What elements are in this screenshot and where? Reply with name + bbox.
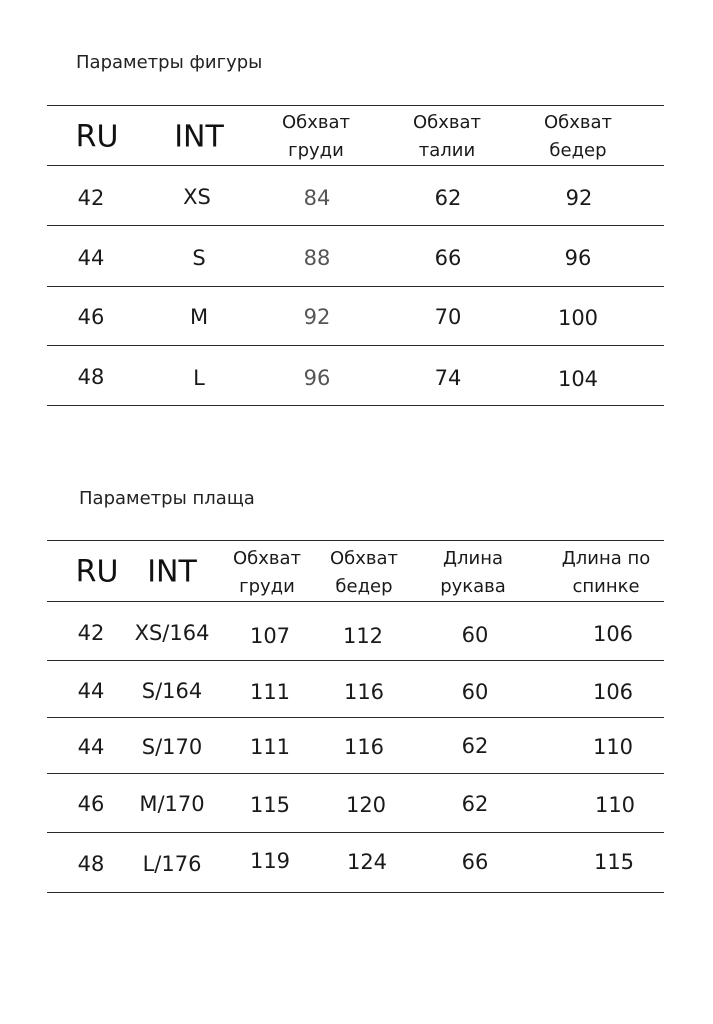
header-hips-line1: Обхват (543, 112, 613, 133)
table-cell: S (192, 246, 206, 270)
header-bust (282, 109, 350, 165)
table-cell: 44 (77, 246, 105, 270)
table-cell: 88 (303, 246, 331, 270)
table-cell: 92 (303, 305, 331, 329)
header-sleeve-line2: рукава (440, 576, 506, 597)
table-cell: 48 (77, 365, 105, 389)
header-bust (233, 545, 301, 601)
table-cell: 60 (461, 680, 489, 704)
header-back-length (562, 545, 651, 601)
table-cell: 110 (594, 793, 636, 817)
divider (47, 345, 664, 346)
header-int: INT (147, 554, 197, 590)
divider (47, 773, 664, 774)
table-cell: L (193, 366, 205, 390)
table-cell: 96 (564, 246, 592, 270)
table-cell: 46 (77, 792, 105, 816)
table-cell: 66 (434, 246, 462, 270)
table-cell: 111 (249, 680, 291, 704)
table-cell: XS/164 (134, 621, 210, 645)
header-waist-line1: Обхват (412, 112, 482, 133)
header-waist (413, 109, 481, 165)
header-back-line1: Длина по (561, 548, 651, 569)
table-cell: 74 (434, 366, 462, 390)
table-cell: 124 (346, 850, 388, 874)
table-cell: 119 (249, 849, 291, 873)
table-cell: 111 (249, 735, 291, 759)
header-hips (330, 545, 398, 601)
divider (47, 225, 664, 226)
table-cell: 106 (592, 622, 634, 646)
table-cell: 115 (249, 793, 291, 817)
table-cell: 42 (77, 621, 105, 645)
table-cell: M/170 (139, 792, 205, 816)
table-cell: 84 (303, 186, 331, 210)
divider (47, 286, 664, 287)
header-back-line2: спинке (572, 576, 640, 597)
table-cell: 110 (592, 735, 634, 759)
table-cell: 116 (343, 735, 385, 759)
table-cell: 42 (77, 186, 105, 210)
header-ru: RU (75, 554, 119, 590)
header-waist-line2: талии (418, 140, 476, 161)
coat-table-title: Параметры плаща (79, 488, 255, 509)
header-hips-line2: бедер (335, 576, 393, 597)
divider (47, 405, 664, 406)
table-cell: S/170 (141, 735, 203, 759)
header-sleeve-line1: Длина (442, 548, 504, 569)
table-cell: 120 (345, 793, 387, 817)
divider (47, 717, 664, 718)
table-cell: 62 (434, 186, 462, 210)
header-bust-line1: Обхват (281, 112, 351, 133)
header-hips-line2: бедер (549, 140, 607, 161)
table-cell: 62 (461, 792, 489, 816)
table-cell: M (189, 305, 209, 329)
header-ru: RU (75, 119, 119, 155)
divider (47, 165, 664, 166)
table-cell: 48 (77, 852, 105, 876)
table-cell: L/176 (142, 852, 202, 876)
table-cell: 106 (592, 680, 634, 704)
table-cell: 44 (77, 679, 105, 703)
header-int: INT (174, 119, 224, 155)
table-cell: 100 (557, 306, 599, 330)
table-cell: 46 (77, 305, 105, 329)
header-bust-line2: груди (239, 576, 295, 597)
table-cell: 62 (461, 734, 489, 758)
table-cell: 92 (565, 186, 593, 210)
table-cell: 107 (249, 624, 291, 648)
table-cell: 44 (77, 735, 105, 759)
table-cell: 116 (343, 680, 385, 704)
header-hips-line1: Обхват (329, 548, 399, 569)
divider (47, 832, 664, 833)
header-bust-line1: Обхват (232, 548, 302, 569)
divider (47, 601, 664, 602)
figure-table-title: Параметры фигуры (76, 52, 263, 73)
table-cell: 70 (434, 305, 462, 329)
divider (47, 892, 664, 893)
table-cell: 96 (303, 366, 331, 390)
header-hips (544, 109, 612, 165)
table-cell: 66 (461, 850, 489, 874)
table-cell: S/164 (141, 679, 203, 703)
divider (47, 540, 664, 541)
header-sleeve (440, 545, 506, 601)
table-cell: 60 (461, 623, 489, 647)
divider (47, 660, 664, 661)
table-cell: 104 (557, 367, 599, 391)
header-bust-line2: груди (288, 140, 344, 161)
table-cell: 115 (593, 850, 635, 874)
table-cell: XS (183, 185, 211, 209)
table-cell: 112 (342, 624, 384, 648)
divider (47, 105, 664, 106)
